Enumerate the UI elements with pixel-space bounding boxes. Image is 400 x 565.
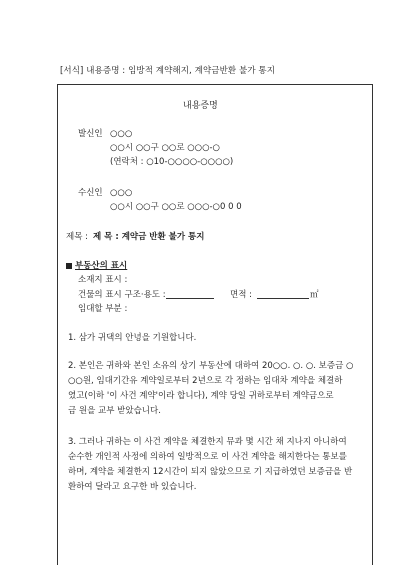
paragraph-line: 환하여 달라고 요구한 바 있습니다. xyxy=(68,482,197,492)
sender-label: 발신인 xyxy=(78,129,103,139)
paragraph-1 xyxy=(68,331,366,346)
sender-phone: (연락처 : ○10-○○○○-○○○○) xyxy=(110,157,234,167)
paragraph-line: 순수한 개인적 사정에 의하여 일방적으로 이 사건 계약을 해지한다는 통보를 xyxy=(68,452,347,462)
structure-blank xyxy=(166,290,214,299)
property-section-title xyxy=(66,261,127,272)
paragraph-line: 1. 삼가 귀댁의 안녕을 기원합니다. xyxy=(68,333,197,343)
paragraph-line: 였고(이하 '이 사건 계약'이라 합니다), 계약 당일 귀하로부터 계약금으로 xyxy=(68,391,334,401)
paragraph-line: 3. 그러나 귀하는 이 사건 계약을 체결한지 뮤과 몇 시간 채 지나지 아니하여 xyxy=(68,437,347,447)
lease-part-label: 임대할 부분 : xyxy=(78,304,128,314)
property-location: 소재지 표시 : xyxy=(78,275,128,285)
property-structure-label: 건물의 표시 구조·용도 : xyxy=(78,290,166,300)
paragraph-3 xyxy=(68,435,366,495)
certified-mail-form xyxy=(57,84,373,565)
paragraph-line: 2. 본인은 귀하와 본인 소유의 상기 부동산에 대하여 20○○. ○. ○. 보증금 ○ xyxy=(68,361,354,371)
recipient-name: ○○○ xyxy=(110,188,133,198)
paragraph-2 xyxy=(68,359,366,419)
document-heading: [서식] 내용증명 : 임방적 계약해지, 계약금반환 불가 통지 xyxy=(60,66,276,76)
recipient-label: 수신인 xyxy=(78,188,103,198)
subject-label: 제목 : xyxy=(66,232,88,242)
bullet-square-icon xyxy=(66,263,72,269)
area-unit: ㎡ xyxy=(310,290,319,300)
document-title: 내용증명 xyxy=(183,101,218,111)
subject-text: 제 목 : 계약금 반환 불가 통지 xyxy=(93,232,205,242)
sender-address: ○○시 ○○구 ○○로 ○○○-○ xyxy=(110,143,220,153)
paragraph-line: 하며, 계약을 체결한지 12시간이 되지 않았으므로 기 지급하였던 보증금을 반 xyxy=(68,467,353,477)
area-blank xyxy=(257,290,309,299)
property-area-label: 면적 : xyxy=(230,290,252,300)
paragraph-line: ○○원, 임대기간유 계약일로부터 2년으로 각 정하는 임대차 계약을 체결하 xyxy=(68,376,343,386)
recipient-address: ○○시 ○○구 ○○로 ○○○-○0 0 0 xyxy=(110,202,242,212)
paragraph-line: 금 원을 교부 받았습니다. xyxy=(68,406,161,416)
sender-name: ○○○ xyxy=(110,129,133,139)
property-section-label: 부동산의 표시 xyxy=(75,261,128,271)
